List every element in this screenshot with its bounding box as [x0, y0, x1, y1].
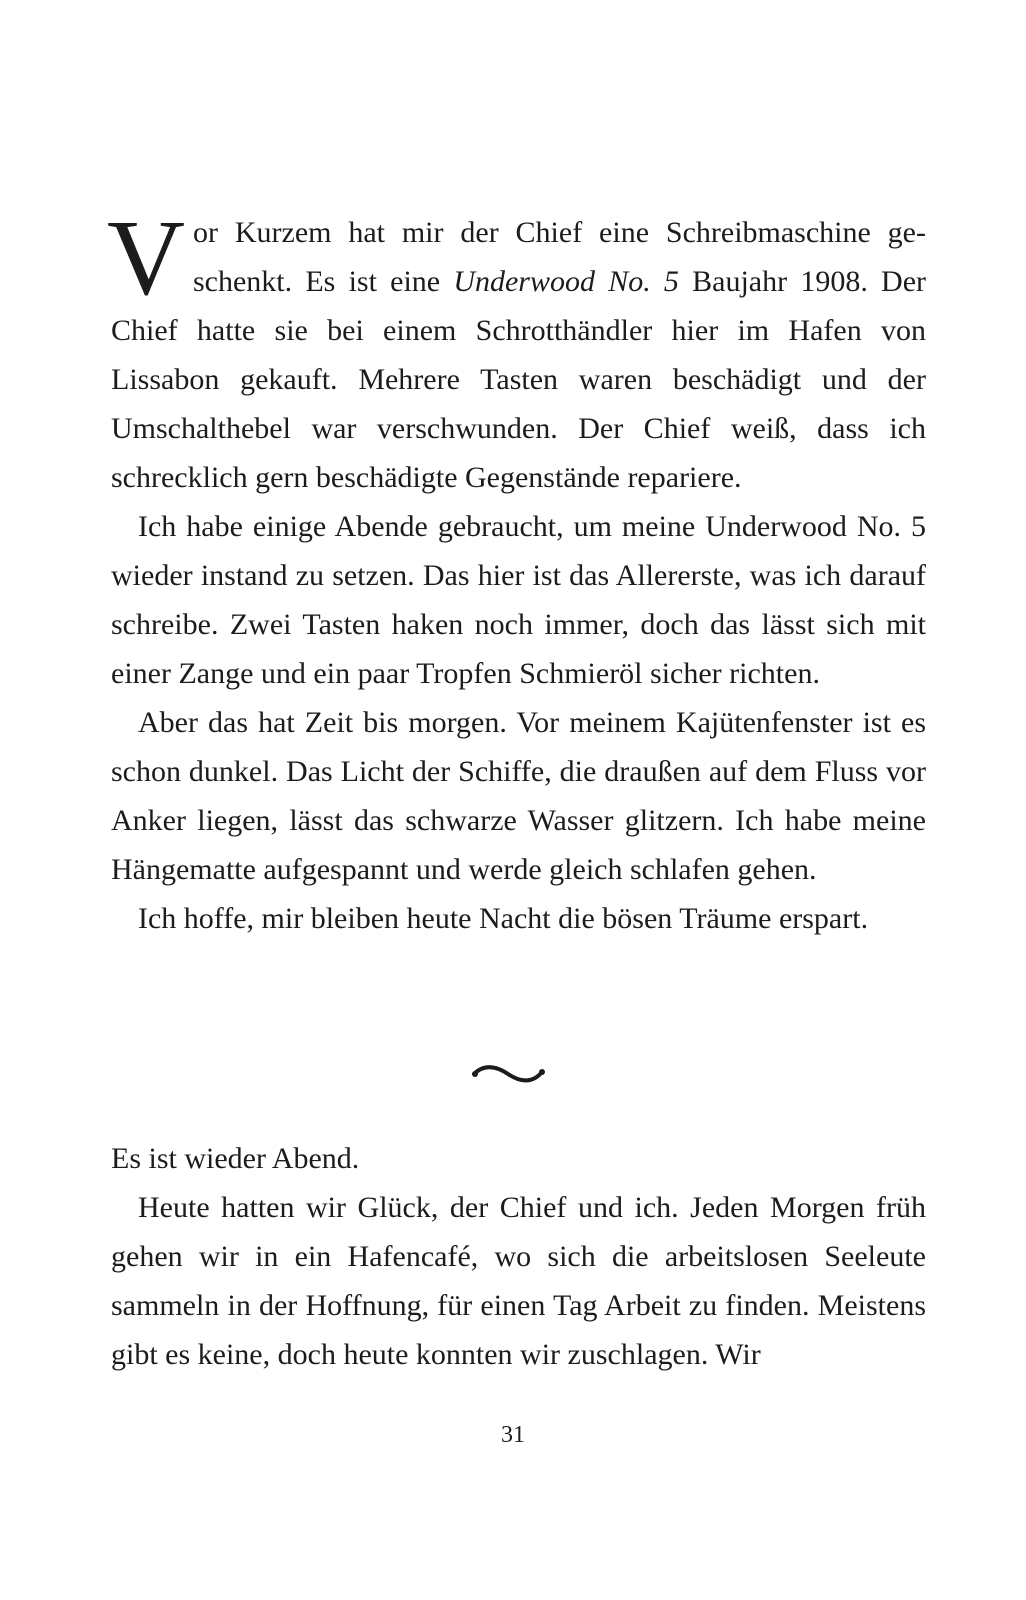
- paragraph-5: Es ist wieder Abend.: [111, 1142, 360, 1175]
- paragraph-1: [107, 199, 926, 502]
- paragraph-1-start: or Kurzem hat mir der Chief eine Schreibmaschine geschenkt. Es ist eine: [193, 216, 926, 298]
- typewriter-model-italic: Underwood No. 5: [453, 265, 679, 298]
- text-section-2: [111, 1134, 926, 1379]
- text-section-1: [107, 199, 926, 943]
- paragraph-6: Heute hatten wir Glück, der Chief und ich. Jeden Morgen früh gehen wir in ein Hafencafé, wo sich die arbeitslosen Seeleute sammeln in der Hoffnung, für einen Tag Arbeit zu finden. Meistens gibt es keine, doch heute konnten wir zuschlagen. Wir: [111, 1191, 926, 1371]
- paragraph-4: Ich hoffe, mir bleiben heute Nacht die bösen Träume erspart.: [138, 902, 869, 935]
- drop-cap: V: [107, 199, 185, 318]
- paragraph-1-rest: Baujahr 1908. Der Chief hatte sie bei einem Schrotthändler hier im Hafen von Lissabon gekauft. Mehrere Tasten waren beschädigt und der Umschalthebel war verschwunden. Der Chief weiß, dass ich schrecklich gern beschädigte Gegenstände repariere.: [111, 265, 926, 494]
- tilde-ornament-icon: [470, 1060, 550, 1090]
- page-number: 31: [501, 1422, 525, 1448]
- paragraph-3: Aber das hat Zeit bis morgen. Vor meinem Kajütenfenster ist es schon dunkel. Das Licht der Schiffe, die draußen auf dem Fluss vor Anker liegen, lässt das schwarze Wasser glitzern. Ich habe meine Hängematte aufgespannt und werde gleich schlafen gehen.: [111, 706, 926, 886]
- paragraph-2: Ich habe einige Abende gebraucht, um meine Underwood No. 5 wieder instand zu setzen. Das hier ist das Allererste, was ich darauf schreibe. Zwei Tasten haken noch immer, doch das lässt sich mit einer Zange und ein paar Tropfen Schmieröl sicher richten.: [111, 510, 926, 690]
